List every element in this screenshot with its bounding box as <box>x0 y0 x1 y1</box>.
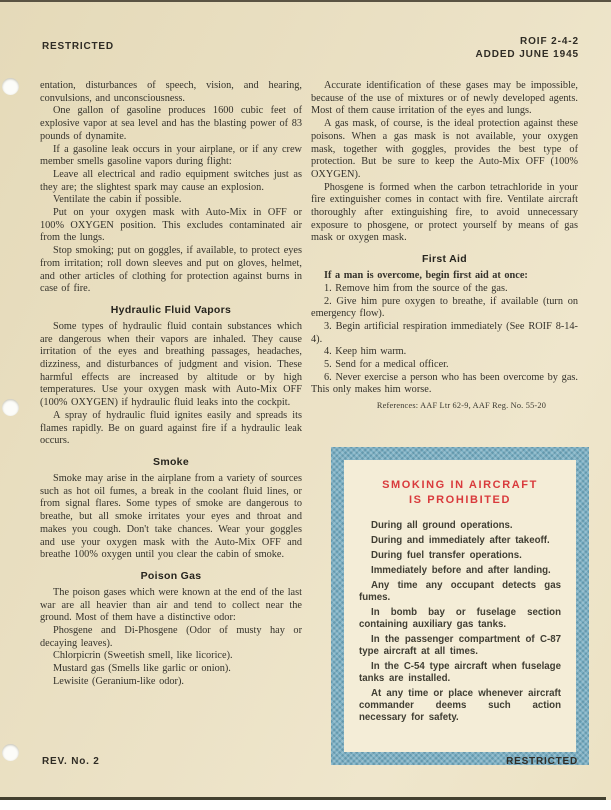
paragraph: Lewisite (Geranium-like odor). <box>53 675 184 687</box>
notice-item: In the passenger compartment of C-87 type aircraft at all times. <box>359 634 561 657</box>
paragraph: Some types of hydraulic fluid contain substances which are dangerous when their vapors are inhaled. They cause irritation of the eyes and breathing passages, headaches, dizziness, and disturbances of judgment and vision. These harmful effects are increased by altitude or by high temperatures. Use your oxygen mask with Auto-Mix OFF (100% OXYGEN) if hydraulic fluid leaks into the cockpit. <box>40 320 302 409</box>
paragraph: One gallon of gasoline produces 1600 cubic feet of explosive vapor at sea level and has the blasting power of 83 pounds of dynamite. <box>40 105 302 142</box>
first-aid-step: 4. Keep him warm. <box>324 346 407 358</box>
references-line: References: AAF Ltr 62-9, AAF Reg. No. 55-20 <box>376 401 547 411</box>
paragraph: Mustard gas (Smells like garlic or onion). <box>53 663 231 675</box>
first-aid-step: 3. Begin artificial respiration immediately (See ROIF 8-14-4). <box>311 320 578 345</box>
doc-added-date: ADDED JUNE 1945 <box>475 48 579 60</box>
paragraph: Put on your oxygen mask with Auto-Mix in OFF or 100% OXYGEN position. This excludes contaminated air from the lungs. <box>40 207 302 244</box>
paragraph: Phosgene is formed when the carbon tetrachloride in your fire extinguisher comes in contact with fire. Ventilate aircraft thoroughly after extinguishing fire, to avoid unnecessary exposure to phosgene, or protect yourself by means of gas mask or oxygen mask. <box>311 181 578 244</box>
first-aid-step: 5. Send for a medical officer. <box>324 359 449 371</box>
section-heading-poison-gas: Poison Gas <box>140 569 202 582</box>
notice-item: In bomb bay or fuselage section containing auxiliary gas tanks. <box>359 607 561 630</box>
footer-classification: RESTRICTED <box>506 756 578 767</box>
smoking-notice-box <box>331 447 589 765</box>
first-aid-step: 6. Never exercise a person who has been overcome by gas. This only makes him worse. <box>311 371 578 396</box>
punch-hole <box>2 78 19 95</box>
footer-rev-number: REV. No. 2 <box>42 756 100 767</box>
page-bottom-edge <box>0 797 606 800</box>
first-aid-step: 2. Give him pure oxygen to breathe, if available (turn on emergency flow). <box>311 295 578 320</box>
notice-item: During and immediately after takeoff. <box>371 535 550 546</box>
section-heading-first-aid: First Aid <box>422 253 467 266</box>
punch-hole <box>2 744 19 761</box>
paragraph: Stop smoking; put on goggles, if available, to protect eyes from irritation; roll down sleeves and put on gloves, helmet, and other articles of clothing for protection against burns in case of fire. <box>40 245 302 295</box>
paragraph: Leave all electrical and radio equipment switches just as they are; the slightest spark may cause an explosion. <box>40 168 302 193</box>
smoking-notice-panel <box>344 460 576 752</box>
notice-title <box>359 478 561 508</box>
paragraph: A spray of hydraulic fluid ignites easily and spreads its flames rapidly. Be on guard against fire if a hydraulic leak occurs. <box>40 409 302 447</box>
first-aid-step: 1. Remove him from the source of the gas. <box>324 282 508 294</box>
notice-item: Any time any occupant detects gas fumes. <box>359 580 561 603</box>
paragraph: Ventilate the cabin if possible. <box>53 194 182 206</box>
first-aid-lead: If a man is overcome, begin first aid at once: <box>324 270 528 282</box>
paragraph: A gas mask, of course, is the ideal protection against these poisons. When a gas mask is not available, your oxygen mask, together with goggles, provides the best type of protection. But be sure to keep the Auto-Mix OFF (100% OXYGEN). <box>311 118 578 180</box>
section-heading-smoke: Smoke <box>153 455 189 468</box>
notice-item: Immediately before and after landing. <box>371 565 551 576</box>
paragraph: Accurate identification of these gases may be impossible, because of the use of mixtures or of newly developed agents. Most of them cause irritation of the eyes and lungs. <box>311 80 578 117</box>
doc-ref: ROIF 2-4-2 <box>519 36 579 47</box>
right-column <box>311 80 578 411</box>
header-classification: RESTRICTED <box>42 41 114 52</box>
paragraph: The poison gases which were known at the end of the last war are all heavier than air and tend to collect near the ground. Most of them have a distinctive odor: <box>40 586 302 624</box>
notice-item: During fuel transfer operations. <box>371 550 522 561</box>
page-top-edge <box>0 0 611 2</box>
paragraph: Smoke may arise in the airplane from a variety of sources such as hot oil fumes, a break in the coolant fluid lines, or from signal flares. Some types of smoke are dangerous to breathe, but all smoke irritates your eyes and throat and makes you cough. Don't take chances. Wear your goggles and use your oxygen mask with the Auto-Mix OFF and breathe 100% oxygen until you clear the cabin of smoke. <box>40 472 302 561</box>
left-column <box>40 80 302 689</box>
punch-hole <box>2 399 19 416</box>
paragraph: entation, disturbances of speech, vision, and hearing, convulsions, and unconsciousness. <box>40 80 302 104</box>
notice-item: At any time or place whenever aircraft commander deems such action necessary for safety. <box>359 688 561 723</box>
section-heading-hydraulic-fluid-vapors: Hydraulic Fluid Vapors <box>110 303 232 316</box>
notice-item: During all ground operations. <box>371 520 513 531</box>
paragraph: If a gasoline leak occurs in your airplane, or if any crew member smells gasoline vapors during flight: <box>40 143 302 168</box>
header-doc-ref-block <box>475 36 579 61</box>
notice-title-line2: IS PROHIBITED <box>408 494 512 506</box>
paragraph: Chlorpicrin (Sweetish smell, like licorice). <box>53 650 233 662</box>
notice-title-line1: SMOKING IN AIRCRAFT <box>382 479 538 491</box>
notice-item: In the C-54 type aircraft when fuselage tanks are installed. <box>359 661 561 684</box>
paragraph: Phosgene and Di-Phosgene (Odor of musty hay or decaying leaves). <box>40 625 302 649</box>
